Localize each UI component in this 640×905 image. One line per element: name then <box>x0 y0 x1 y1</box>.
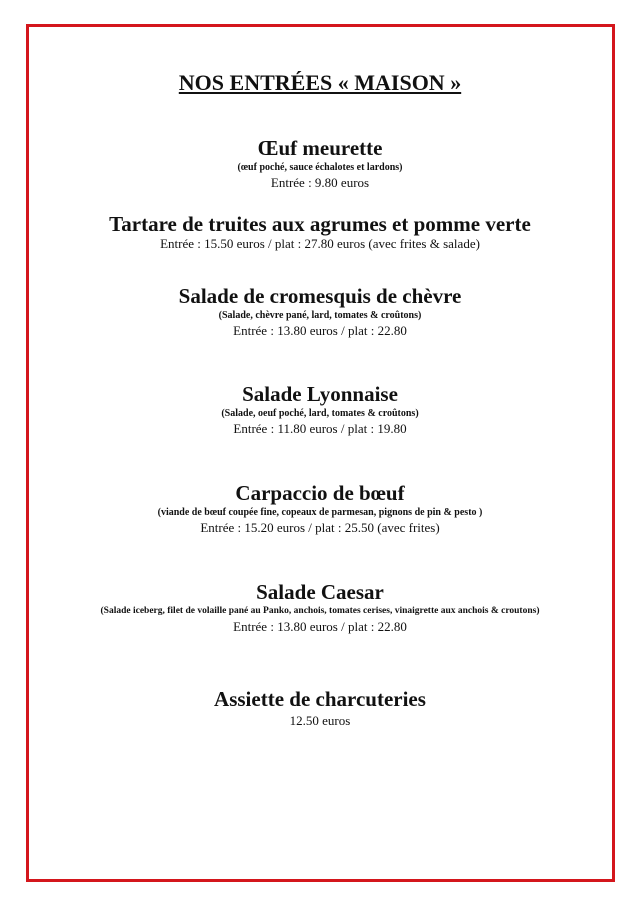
item-name: Salade de cromesquis de chèvre <box>178 284 462 308</box>
item-description: (viande de bœuf coupée fine, copeaux de parmesan, pignons de pin & pesto ) <box>157 507 483 518</box>
item-price: 12.50 euros <box>289 713 351 728</box>
item-description: (œuf poché, sauce échalotes et lardons) <box>237 162 403 173</box>
item-name: Salade Caesar <box>256 580 384 604</box>
item-price: Entrée : 9.80 euros <box>270 175 370 190</box>
menu-item <box>0 284 640 339</box>
menu-item <box>0 136 640 191</box>
item-description: (Salade iceberg, filet de volaille pané au Panko, anchois, tomates cerises, vinaigrette aux anchois & croutons) <box>100 606 540 616</box>
item-price: Entrée : 15.20 euros / plat : 25.50 (avec frites) <box>200 520 440 535</box>
item-price: Entrée : 15.50 euros / plat : 27.80 euros (avec frites & salade) <box>160 236 480 251</box>
item-name: Carpaccio de bœuf <box>235 481 405 505</box>
item-name: Tartare de truites aux agrumes et pomme verte <box>109 212 531 236</box>
item-price: Entrée : 11.80 euros / plat : 19.80 <box>233 421 407 436</box>
menu-item <box>0 212 640 252</box>
item-price: Entrée : 13.80 euros / plat : 22.80 <box>233 619 407 634</box>
menu-item <box>0 382 640 437</box>
menu-item <box>0 481 640 536</box>
item-name: Assiette de charcuteries <box>214 687 426 711</box>
menu-item <box>0 580 640 635</box>
item-description: (Salade, chèvre pané, lard, tomates & croûtons) <box>218 310 422 321</box>
item-price: Entrée : 13.80 euros / plat : 22.80 <box>233 323 407 338</box>
menu-item <box>0 687 640 729</box>
item-name: Salade Lyonnaise <box>242 382 398 406</box>
page-title: NOS ENTRÉES « MAISON » <box>178 70 462 95</box>
item-description: (Salade, oeuf poché, lard, tomates & croûtons) <box>221 408 419 419</box>
item-name: Œuf meurette <box>257 136 383 160</box>
